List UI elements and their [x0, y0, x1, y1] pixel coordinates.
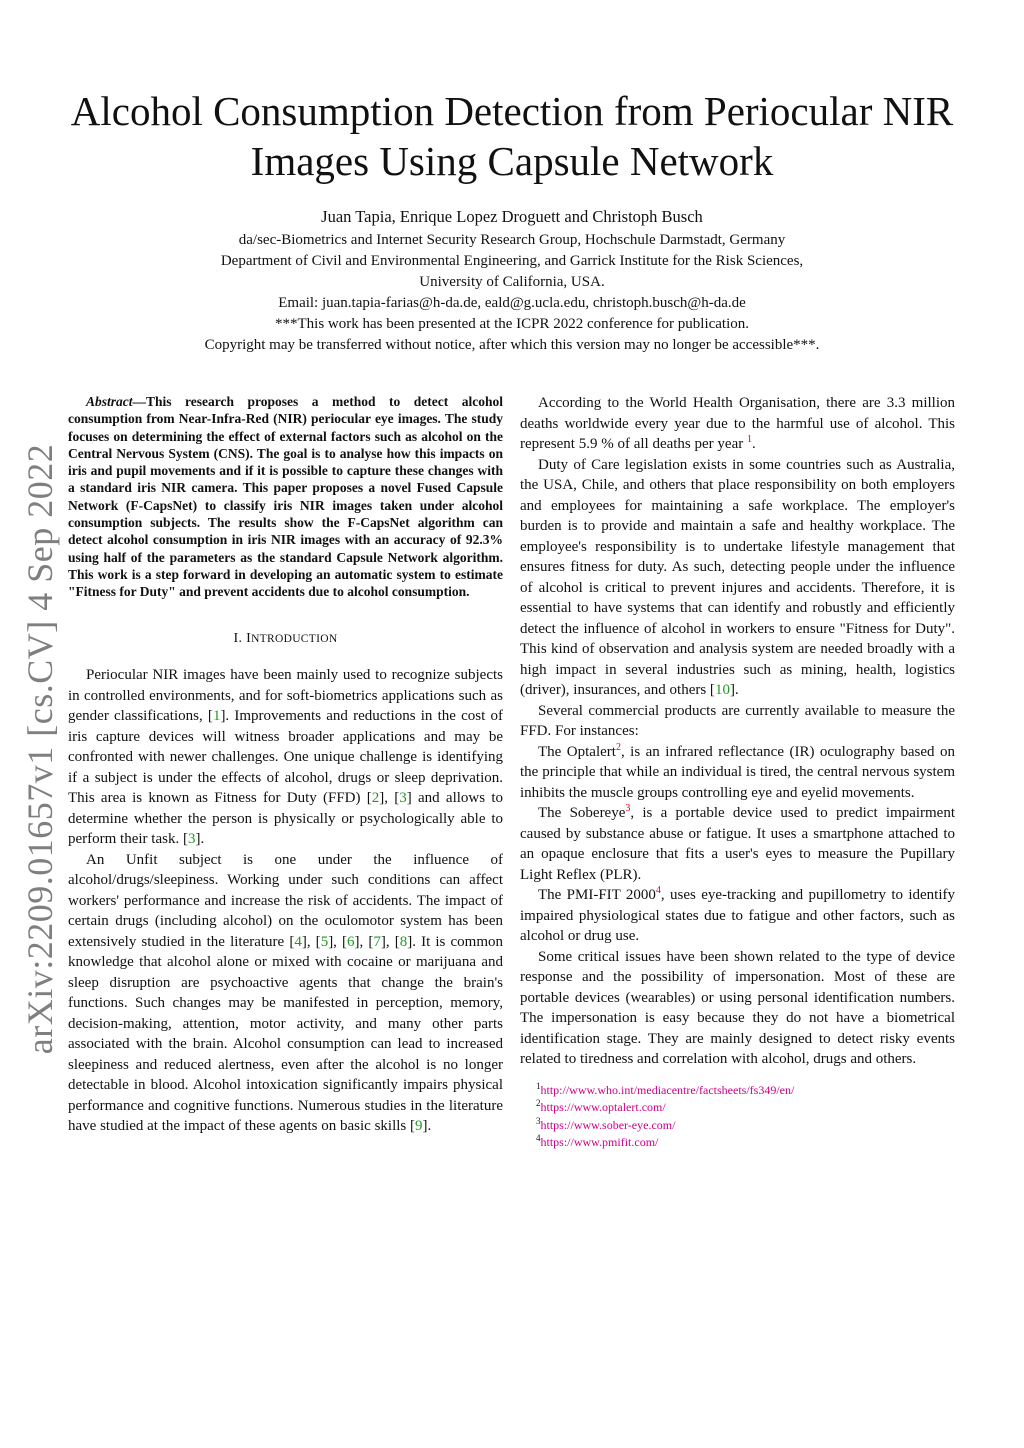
email-line: Email: juan.tapia-farias@h-da.de, eald@g.ucla.edu, christoph.busch@h-da.de — [278, 295, 746, 311]
citation-link[interactable]: 8 — [399, 933, 408, 950]
intro-paragraph-1: Periocular NIR images have been mainly used to recognize subjects in controlled environments, and for soft-biometrics applications such as gender classifications, [1]. Improvements and reductions in the cost of iris capture devices will witness broader applications and may be confronted with newer challenges. One unique challenge is identifying if a subject is under the effects of alcohol, drugs or sleep deprivation. This area is known as Fitness for Duty (FFD) [2], [3] and allows to determine whether the person is physically or psychologically able to perform their task. [3]. — [68, 667, 504, 848]
abstract-label: Abstract — [86, 394, 133, 409]
citation-link[interactable]: 6 — [347, 933, 355, 950]
body-paragraph: The Optalert$^2$, is an infrared reflectance (IR) oculography based on the principle that while an individual is tired, the central nervous system inhibits the muscle groups controlling eye and eyelid movements. — [520, 741, 956, 801]
citation-link[interactable]: 3 — [187, 831, 196, 848]
arxiv-id: arXiv:2209.01657v1 [cs.CV] 4 Sep 2022 — [20, 443, 61, 1055]
abstract-text: —This research proposes a method to detect alcohol consumption from Near-Infra-Red (NIR) periocular eye images. The study focuses on determining the effect of external factors such as alcohol on the Central Nervous System (CNS). The goal is to analyse how this impacts on iris and pupil movements and if it is possible to capture these changes with a standard iris NIR camera. This paper proposes a novel Fused Capsule Network (F-CapsNet) to classify iris NIR images taken under alcohol consumption subjects. The results show the F-CapsNet algorithm can detect alcohol consumption in iris NIR images with an accuracy of 92.3% using half of the parameters as the standard Capsule Network algorithm. This work is a step forward in developing an automatic system to estimate "Fitness for Duty" and prevent accidents due to alcohol consumption. — [68, 394, 503, 600]
citation-link[interactable]: 10 — [714, 682, 730, 698]
footnote: $^4$https://www.pmifit.com/ — [536, 1133, 659, 1149]
body-paragraph: The Sobereye$^3$, is a portable device used to predict impairment caused by substance abuse or fatigue. It uses a smartphone attached to an opaque enclosure that fits a user's eyes to measure the Pupillary Light Reflex (PLR). — [520, 803, 956, 883]
affiliation-line: da/sec-Biometrics and Internet Security Research Group, Hochschule Darmstadt, Germany — [238, 232, 786, 248]
body-paragraph: Some critical issues have been shown related to the type of device response and the possibility of impersonation. Most of these are portable devices (wearables) or using personal identification numbers. The impersonation is easy because they do not have a biometrical identification stage. They are mainly designed to detect risky events related to tiredness and correlation with alcohol, drugs and others. — [520, 948, 955, 1067]
citation-link[interactable]: 9 — [415, 1118, 423, 1135]
right-column — [520, 393, 955, 1152]
citation-link[interactable]: 4 — [294, 933, 302, 950]
section-heading-introduction: I. INTRODUCTION — [233, 630, 338, 646]
body-paragraph: Duty of Care legislation exists in some countries such as Australia, the USA, Chile, and others that place responsibility on both employers and employees for maintaining a safe workplace. The employer's burden is to provide and maintain a safe and healthy workplace. The employee's responsibility is to undertake lifestyle management that ensures fitness for duty. As such, detecting people under the influence of alcohol is critical to prevent injures and accidents. Therefore, it is essential to have systems that can identify and robustly and efficiently detect the influence of alcohol in workers to ensure "Fitness for Duty". This kind of observation and analysis system are needed broadly with a high impact in several industries such as mining, health, logistics (driver), insurances, and others [10]. — [520, 456, 955, 698]
footnote-marker[interactable]: 2 — [615, 741, 621, 753]
footnote-marker[interactable]: 1 — [747, 434, 752, 445]
author-list: Juan Tapia, Enrique Lopez Droguett and Christoph Busch — [321, 207, 703, 226]
arxiv-watermark — [20, 443, 61, 1055]
abstract — [68, 393, 503, 601]
citation-link[interactable]: 3 — [399, 790, 407, 807]
citation-link[interactable]: 7 — [373, 933, 381, 950]
affiliation-line: Department of Civil and Environmental Engineering, and Garrick Institute for the Risk Sciences, — [220, 253, 804, 269]
footnote: $^1$http://www.who.int/mediacentre/factsheets/fs349/en/ — [536, 1080, 795, 1097]
footnote-marker[interactable]: 3 — [625, 803, 631, 814]
footnote: $^2$https://www.optalert.com/ — [536, 1098, 666, 1114]
affiliation-line: University of California, USA. — [419, 274, 605, 290]
citation-link[interactable]: 1 — [212, 708, 221, 725]
intro-paragraph-2: An Unfit subject is one under the influence of alcohol/drugs/sleepiness. Working under such conditions can affect workers' performance and increase the risk of accidents. The impact of certain drugs (including alcohol) on the oculomotor system has been extensively studied in the literature [4], [5], [6], [7], [8]. It is common knowledge that alcohol alone or mixed with cocaine or marijuana and sleep disruption are psychoactive agents that change the brain's functions. Such changes may be manifested in perception, memory, decision-making, attention, motor activity, and many other parts associated with the brain. Alcohol consumption can lead to increased sleepiness and reduced alertness, even after the alcohol is no longer detectable in blood. Alcohol intoxication significantly impairs physical performance and cognitive functions. Numerous studies in the literature have studied at the impact of these agents on basic skills [9]. — [68, 851, 504, 1135]
footnotes — [520, 1082, 955, 1152]
copyright-note: Copyright may be transferred without notice, after which this version may no longer be accessible***. — [204, 337, 820, 353]
footnote: $^3$https://www.sober-eye.com/ — [536, 1115, 676, 1132]
body-paragraph: According to the World Health Organisation, there are 3.3 million deaths worldwide every year due to the harmful use of alcohol. This represent 5.9 % of all deaths per year $^1$. — [520, 395, 955, 452]
citation-link[interactable]: 2 — [371, 790, 380, 807]
footnote-link[interactable]: https://www.sober-eye.com/ — [540, 1117, 676, 1132]
body-paragraph: Several commercial products are currently available to measure the FFD. For instances: — [520, 702, 955, 739]
paper-title: Alcohol Consumption Detection from Periocular NIR Images Using Capsule Network — [70, 88, 954, 184]
conference-note: ***This work has been presented at the ICPR 2022 conference for publication. — [274, 316, 750, 332]
citation-link[interactable]: 5 — [320, 933, 329, 950]
left-column — [68, 393, 503, 1137]
footnote-link[interactable]: http://www.who.int/mediacentre/factsheets/fs349/en/ — [540, 1082, 795, 1097]
affiliation-block — [60, 230, 964, 356]
footnote-link[interactable]: https://www.optalert.com/ — [540, 1100, 666, 1114]
body-paragraph: The PMI-FIT 2000$^4$, uses eye-tracking and pupillometry to identify impaired physiological states due to fatigue and other factors, such as alcohol or drug use. — [520, 885, 955, 944]
footnote-link[interactable]: https://www.pmifit.com/ — [540, 1135, 659, 1149]
footnote-marker[interactable]: 4 — [655, 885, 661, 896]
